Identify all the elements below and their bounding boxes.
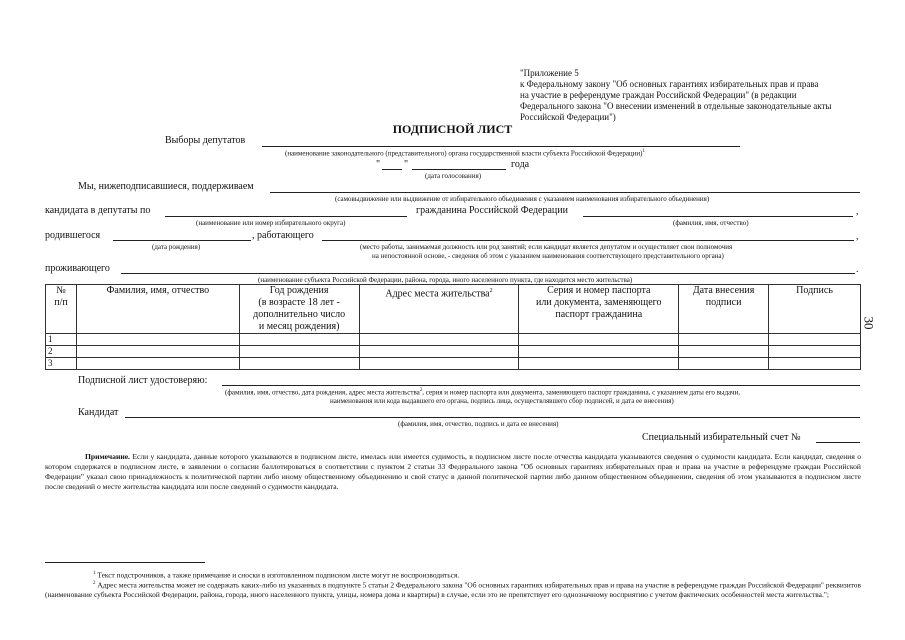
cell-signature[interactable] — [769, 358, 861, 370]
signatures-table — [45, 284, 861, 370]
residence-label: проживающего — [45, 263, 110, 274]
appendix-line-3: на участие в референдуме граждан Российской Федерации" (в редакции — [520, 90, 797, 100]
appendix-line-5: Российской Федерации") — [520, 112, 616, 122]
support-field[interactable] — [270, 192, 860, 193]
residence-period: . — [856, 264, 859, 275]
note-block — [45, 452, 861, 492]
born-comma: , — [856, 231, 859, 242]
col-number: № п/п — [46, 285, 77, 334]
row-number: 2 — [46, 346, 77, 358]
account-number-field[interactable] — [816, 442, 860, 443]
certified-label: Подписной лист удостоверяю: — [78, 375, 208, 386]
date-month-year-field[interactable] — [412, 169, 506, 170]
cell-birth[interactable] — [239, 334, 359, 346]
certified-field[interactable] — [222, 385, 860, 386]
footnote-1: $^1$ Текст подстрочников, а также примечание и сноски в изготовленном подписном листе могут не воспроизводиться. — [93, 570, 460, 580]
elections-label: Выборы депутатов — [165, 135, 246, 146]
cell-address[interactable] — [359, 346, 519, 358]
candidate-sign-field[interactable] — [125, 417, 860, 418]
date-day-field[interactable] — [382, 169, 402, 170]
elections-field[interactable] — [262, 146, 740, 147]
cell-name[interactable] — [76, 334, 239, 346]
dob-caption: (дата рождения) — [152, 243, 201, 251]
cell-date[interactable] — [679, 358, 769, 370]
page-title: ПОДПИСНОЙ ЛИСТ — [392, 122, 513, 136]
support-label: Мы, нижеподписавшиеся, поддерживаем — [78, 181, 254, 192]
cell-address[interactable] — [359, 358, 519, 370]
col-signature: Подпись — [769, 285, 861, 334]
cell-passport[interactable] — [519, 358, 679, 370]
cell-date[interactable] — [679, 346, 769, 358]
candidate-label: кандидата в депутаты по — [45, 205, 151, 216]
cell-address[interactable] — [359, 334, 519, 346]
cell-passport[interactable] — [519, 334, 679, 346]
date-caption: (дата голосования) — [425, 172, 482, 180]
date-quote-close: " — [404, 159, 409, 170]
appendix-line-2: к Федеральному закону "Об основных гарантиях избирательных прав и права — [520, 79, 819, 89]
appendix-block — [520, 68, 860, 123]
table-row — [46, 358, 861, 370]
citizen-label: гражданина Российской Федерации — [416, 205, 568, 216]
cell-birth[interactable] — [239, 358, 359, 370]
district-field[interactable] — [165, 216, 407, 217]
cell-signature[interactable] — [769, 346, 861, 358]
candidate-comma: , — [856, 206, 859, 217]
cell-birth[interactable] — [239, 346, 359, 358]
support-caption: (самовыдвижение или выдвижение от избирательного объединения с указанием наименования избирательного объединения) — [335, 195, 710, 203]
residence-caption: (наименование субъекта Российской Федерации, района, города, иного населенного пункта, где находится место жительства) — [258, 276, 633, 284]
col-birth: Год рождения (в возрасте 18 лет - дополнительно число и месяц рождения) — [239, 285, 359, 334]
cell-name[interactable] — [76, 358, 239, 370]
appendix-line-1: "Приложение 5 — [520, 68, 579, 78]
footnote-2: $^2$ Адрес места жительства может не содержать каких-либо из указанных в подпункте 5 статьи 2 Федерального закона "Об основных гарантиях избирательных прав и права на участие в референдуме граждан Российской Федерации" реквизитов (наименование субъекта Российской Федерации, района, города, иного населенного пункта, улицы, номера дома и квартиры) в случае, если это не препятствует его однозначному восприятию с учетом фактических особенностей места жительства."; — [45, 580, 861, 600]
date-quote-open: " — [376, 159, 381, 170]
cell-passport[interactable] — [519, 346, 679, 358]
col-address: Адрес места жительства$^2$ — [359, 285, 519, 334]
table-row — [46, 334, 861, 346]
col-passport: Серия и номер паспорта или документа, заменяющего паспорт гражданина — [519, 285, 679, 334]
appendix-line-4: Федерального закона "О внесении изменений в отдельные законодательные акты — [520, 101, 832, 111]
candidate-sign-label: Кандидат — [78, 407, 119, 418]
candidate-sign-caption: (фамилия, имя, отчество, подпись и дата ее внесения) — [398, 420, 559, 428]
certified-caption-2: наименования или кода выдавшего его органа, подпись лица, осуществлявшего сбор подписей, и дата ее внесения) — [330, 397, 674, 405]
work-caption-2: на непостоянной основе, - сведения об этом с указанием наименования соответствующего представительного органа) — [372, 252, 724, 260]
born-label: родившегося — [45, 230, 101, 241]
note-text: Если у кандидата, данные которого указываются в подписном листе, имелась или имеется судимость, в подписном листе после отчества кандидата указываются сведения о судимости кандидата. Если кандидат, сведения о котором содержатся в подписном листе, в заявлении о согласии баллотироваться в соответствии с пунктом 2 статьи 33 Федерального закона "Об основных гарантиях избирательных прав и права на участие в референдуме граждан Российской Федерации" указал свою принадлежность к политической партии либо иному общественному объединению и свой статус в данной политической партии либо данном общественном объединении, сведения об этом указываются в подписном листе после сведений о месте жительства кандидата или после сведений о судимости кандидата. — [45, 452, 861, 491]
working-label: , работающего — [252, 230, 314, 241]
residence-field[interactable] — [121, 273, 855, 274]
candidate-name-field[interactable] — [583, 216, 853, 217]
table-row — [46, 346, 861, 358]
cell-date[interactable] — [679, 334, 769, 346]
account-label: Специальный избирательный счет № — [642, 432, 801, 443]
work-caption-1: (место работы, занимаемая должность или род занятий; если кандидат является депутатом и осуществляет свои полномочия — [360, 243, 733, 251]
candidate-name-caption: (фамилия, имя, отчество) — [673, 219, 749, 227]
table-header-row — [46, 285, 861, 334]
district-caption: (наименование или номер избирательного округа) — [196, 219, 346, 227]
row-number: 3 — [46, 358, 77, 370]
cell-name[interactable] — [76, 346, 239, 358]
work-field[interactable] — [322, 240, 854, 241]
footnote-divider — [45, 562, 205, 563]
col-date: Дата внесения подписи — [679, 285, 769, 334]
year-label: года — [511, 159, 530, 170]
page-number: 30 — [861, 316, 877, 330]
row-number: 1 — [46, 334, 77, 346]
dob-field[interactable] — [113, 240, 251, 241]
col-name: Фамилия, имя, отчество — [76, 285, 239, 334]
cell-signature[interactable] — [769, 334, 861, 346]
note-label: Примечание. — [85, 452, 130, 461]
elections-caption: (наименование законодательного (представительного) органа государственной власти субъекта Российской Федерации)$^1$ — [285, 149, 645, 158]
certified-caption-1: (фамилия, имя, отчество, дата рождения, адрес места жительства$^2$, серия и номер паспорта или документа, заменяющего паспорт гражданина, с указанием даты его выдачи, — [225, 388, 741, 397]
